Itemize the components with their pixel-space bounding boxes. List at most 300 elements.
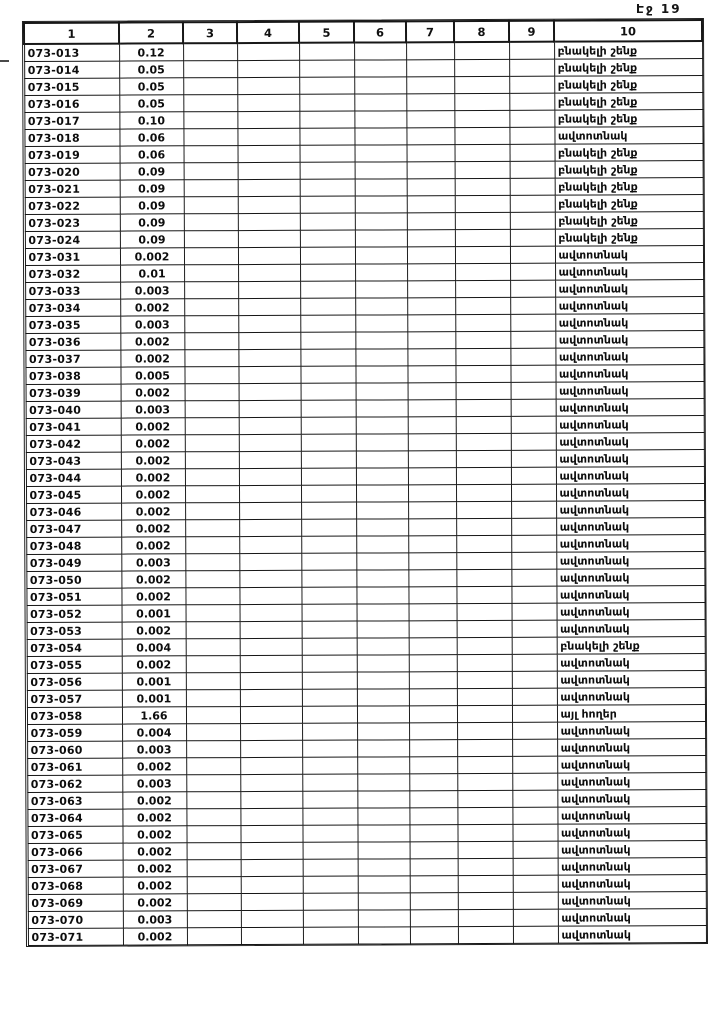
empty-cell <box>409 757 457 774</box>
parcel-id-cell: 073-050 <box>26 571 121 588</box>
empty-cell <box>456 484 511 501</box>
area-value-cell: 0.003 <box>120 282 184 299</box>
land-use-cell: ավտոտնակ <box>558 841 706 859</box>
area-value-cell: 0.002 <box>120 299 184 316</box>
land-use-cell: ավտոտնակ <box>555 365 703 383</box>
land-use-cell: ավտոտնակ <box>556 416 704 434</box>
empty-cell <box>184 333 238 350</box>
empty-cell <box>409 791 457 808</box>
empty-cell <box>513 875 558 892</box>
empty-cell <box>185 503 239 520</box>
empty-cell <box>183 43 237 61</box>
parcel-id-cell: 073-037 <box>25 350 120 367</box>
empty-cell <box>239 519 301 536</box>
empty-cell <box>455 246 510 263</box>
parcel-id-cell: 073-045 <box>26 486 121 503</box>
parcel-id-cell: 073-019 <box>25 146 120 163</box>
empty-cell <box>354 60 406 77</box>
empty-cell <box>240 621 302 638</box>
empty-cell <box>513 841 558 858</box>
land-use-cell: ավտոտնակ <box>557 603 705 621</box>
parcel-id-cell: 073-039 <box>26 384 121 401</box>
empty-cell <box>408 587 456 604</box>
empty-cell <box>184 350 238 367</box>
empty-cell <box>407 247 455 264</box>
empty-cell <box>357 757 409 774</box>
area-value-cell: 0.002 <box>120 333 184 350</box>
land-use-cell: բնակելի շենք <box>554 59 702 77</box>
area-value-cell: 0.002 <box>121 418 185 435</box>
empty-cell <box>456 586 511 603</box>
empty-cell <box>355 366 407 383</box>
area-value-cell: 0.003 <box>122 741 186 758</box>
empty-cell <box>456 518 511 535</box>
empty-cell <box>356 536 408 553</box>
empty-cell <box>409 740 457 757</box>
area-value-cell: 0.05 <box>119 78 183 95</box>
empty-cell <box>301 536 356 553</box>
empty-cell <box>355 332 407 349</box>
parcel-id-cell: 073-064 <box>27 809 122 826</box>
empty-cell <box>300 264 355 281</box>
empty-cell <box>238 162 300 179</box>
empty-cell <box>511 569 556 586</box>
empty-cell <box>354 77 406 94</box>
empty-cell <box>457 756 512 773</box>
area-value-cell: 0.005 <box>120 367 184 384</box>
empty-cell <box>409 808 457 825</box>
empty-cell <box>356 519 408 536</box>
empty-cell <box>409 638 457 655</box>
empty-cell <box>240 825 302 842</box>
empty-cell <box>356 553 408 570</box>
empty-cell <box>454 110 509 127</box>
empty-cell <box>510 246 555 263</box>
empty-cell <box>455 297 510 314</box>
parcel-id-cell: 073-058 <box>27 707 122 724</box>
empty-cell <box>512 722 557 739</box>
empty-cell <box>455 161 510 178</box>
empty-cell <box>456 569 511 586</box>
area-value-cell: 0.002 <box>121 435 185 452</box>
empty-cell <box>186 605 240 622</box>
empty-cell <box>510 297 555 314</box>
parcel-id-cell: 073-060 <box>27 741 122 758</box>
parcel-id-cell: 073-070 <box>28 911 123 928</box>
empty-cell <box>354 94 406 111</box>
empty-cell <box>406 94 454 111</box>
empty-cell <box>407 281 455 298</box>
area-value-cell: 0.002 <box>121 452 185 469</box>
empty-cell <box>408 570 456 587</box>
parcel-id-cell: 073-024 <box>25 231 120 248</box>
empty-cell <box>240 689 302 706</box>
area-value-cell: 0.003 <box>123 911 187 928</box>
column-header-8: 8 <box>454 21 509 42</box>
area-value-cell: 0.003 <box>121 554 185 571</box>
empty-cell <box>301 400 356 417</box>
empty-cell <box>301 570 356 587</box>
empty-cell <box>184 248 238 265</box>
parcel-id-cell: 073-041 <box>26 418 121 435</box>
empty-cell <box>407 213 455 230</box>
empty-cell <box>186 792 240 809</box>
empty-cell <box>409 689 457 706</box>
empty-cell <box>301 553 356 570</box>
empty-cell <box>454 76 509 93</box>
empty-cell <box>457 790 512 807</box>
area-value-cell: 0.05 <box>119 95 183 112</box>
empty-cell <box>509 93 554 110</box>
empty-cell <box>354 42 406 60</box>
empty-cell <box>355 315 407 332</box>
empty-cell <box>185 469 239 486</box>
area-value-cell: 0.002 <box>120 350 184 367</box>
empty-cell <box>456 399 511 416</box>
empty-cell <box>187 894 241 911</box>
area-value-cell: 0.001 <box>122 605 186 622</box>
parcel-id-cell: 073-065 <box>27 826 122 843</box>
empty-cell <box>239 417 301 434</box>
empty-cell <box>458 926 513 943</box>
land-use-cell: ավտոտնակ <box>557 671 705 689</box>
empty-cell <box>357 740 409 757</box>
land-use-cell: ավտոտնակ <box>557 790 705 808</box>
empty-cell <box>408 502 456 519</box>
area-value-cell: 0.002 <box>123 860 187 877</box>
empty-cell <box>299 77 354 94</box>
empty-cell <box>410 859 458 876</box>
empty-cell <box>407 264 455 281</box>
empty-cell <box>303 876 358 893</box>
empty-cell <box>357 604 409 621</box>
area-value-cell: 0.001 <box>122 690 186 707</box>
land-use-cell: ավտոտնակ <box>556 569 704 587</box>
empty-cell <box>237 43 299 61</box>
column-header-5: 5 <box>299 22 354 43</box>
column-header-4: 4 <box>237 22 299 43</box>
empty-cell <box>239 553 301 570</box>
empty-cell <box>299 111 354 128</box>
empty-cell <box>186 724 240 741</box>
parcel-id-cell: 073-023 <box>25 214 120 231</box>
land-use-cell: ավտոտնակ <box>557 773 705 791</box>
empty-cell <box>408 434 456 451</box>
land-use-cell: բնակելի շենք <box>555 161 703 179</box>
empty-cell <box>302 825 357 842</box>
empty-cell <box>240 723 302 740</box>
empty-cell <box>356 502 408 519</box>
empty-cell <box>301 417 356 434</box>
empty-cell <box>238 247 300 264</box>
area-value-cell: 1.66 <box>122 707 186 724</box>
empty-cell <box>237 111 299 128</box>
empty-cell <box>300 281 355 298</box>
table-row <box>28 926 706 946</box>
empty-cell <box>408 417 456 434</box>
empty-cell <box>406 42 454 60</box>
land-use-cell: ավտոտնակ <box>556 382 704 400</box>
empty-cell <box>302 604 357 621</box>
empty-cell <box>299 128 354 145</box>
empty-cell <box>355 162 407 179</box>
empty-cell <box>241 893 303 910</box>
empty-cell <box>354 128 406 145</box>
empty-cell <box>300 366 355 383</box>
land-use-cell: ավտոտնակ <box>557 756 705 774</box>
empty-cell <box>302 689 357 706</box>
area-value-cell: 0.002 <box>122 758 186 775</box>
empty-cell <box>408 468 456 485</box>
empty-cell <box>239 570 301 587</box>
empty-cell <box>510 263 555 280</box>
area-value-cell: 0.12 <box>119 43 183 61</box>
empty-cell <box>303 893 358 910</box>
empty-cell <box>302 791 357 808</box>
empty-cell <box>408 553 456 570</box>
empty-cell <box>184 214 238 231</box>
empty-cell <box>303 859 358 876</box>
empty-cell <box>240 791 302 808</box>
empty-cell <box>455 280 510 297</box>
empty-cell <box>183 112 237 129</box>
land-use-cell: ավտոտնակ <box>556 552 704 570</box>
empty-cell <box>186 775 240 792</box>
parcel-id-cell: 073-067 <box>28 860 123 877</box>
empty-cell <box>455 178 510 195</box>
parcel-id-cell: 073-069 <box>28 894 123 911</box>
empty-cell <box>302 655 357 672</box>
column-header-1: 1 <box>24 23 119 44</box>
column-header-10: 10 <box>554 20 702 42</box>
empty-cell <box>457 637 512 654</box>
area-value-cell: 0.003 <box>120 316 184 333</box>
empty-cell <box>299 94 354 111</box>
empty-cell <box>406 128 454 145</box>
land-use-cell: բնակելի շենք <box>555 178 703 196</box>
parcel-id-cell: 073-021 <box>25 180 120 197</box>
land-use-cell: բնակելի շենք <box>555 195 703 213</box>
empty-cell <box>185 452 239 469</box>
empty-cell <box>184 265 238 282</box>
empty-cell <box>510 212 555 229</box>
empty-cell <box>407 315 455 332</box>
empty-cell <box>184 180 238 197</box>
area-value-cell: 0.002 <box>121 588 185 605</box>
empty-cell <box>238 264 300 281</box>
empty-cell <box>458 841 513 858</box>
empty-cell <box>458 892 513 909</box>
parcel-id-cell: 073-033 <box>25 282 120 299</box>
empty-cell <box>511 535 556 552</box>
area-value-cell: 0.002 <box>123 843 187 860</box>
area-value-cell: 0.06 <box>119 129 183 146</box>
area-value-cell: 0.003 <box>121 401 185 418</box>
empty-cell <box>238 315 300 332</box>
empty-cell <box>241 876 303 893</box>
empty-cell <box>409 706 457 723</box>
land-use-cell: ավտոտնակ <box>558 858 706 876</box>
parcel-id-cell: 073-059 <box>27 724 122 741</box>
empty-cell <box>185 384 239 401</box>
empty-cell <box>185 418 239 435</box>
area-value-cell: 0.002 <box>121 469 185 486</box>
area-value-cell: 0.09 <box>120 197 184 214</box>
empty-cell <box>240 808 302 825</box>
area-value-cell: 0.002 <box>123 877 187 894</box>
empty-cell <box>409 621 457 638</box>
land-use-cell: ավտոտնակ <box>556 586 704 604</box>
empty-cell <box>455 365 510 382</box>
land-use-cell: ավտոտնակ <box>555 246 703 264</box>
empty-cell <box>407 332 455 349</box>
empty-cell <box>241 910 303 927</box>
empty-cell <box>356 400 408 417</box>
empty-cell <box>237 77 299 94</box>
empty-cell <box>512 654 557 671</box>
empty-cell <box>409 723 457 740</box>
empty-cell <box>455 263 510 280</box>
empty-cell <box>512 807 557 824</box>
empty-cell <box>301 451 356 468</box>
empty-cell <box>510 348 555 365</box>
empty-cell <box>357 825 409 842</box>
empty-cell <box>410 893 458 910</box>
empty-cell <box>456 433 511 450</box>
empty-cell <box>358 842 410 859</box>
empty-cell <box>239 502 301 519</box>
empty-cell <box>457 824 512 841</box>
empty-cell <box>184 231 238 248</box>
empty-cell <box>239 536 301 553</box>
empty-cell <box>509 42 554 60</box>
empty-cell <box>184 367 238 384</box>
empty-cell <box>455 212 510 229</box>
parcel-id-cell: 073-049 <box>26 554 121 571</box>
area-value-cell: 0.002 <box>121 537 185 554</box>
empty-cell <box>187 911 241 928</box>
empty-cell <box>184 197 238 214</box>
empty-cell <box>408 519 456 536</box>
area-value-cell: 0.002 <box>123 928 187 945</box>
empty-cell <box>355 247 407 264</box>
land-use-cell: բնակելի շենք <box>555 229 703 247</box>
empty-cell <box>511 416 556 433</box>
land-use-cell: բնակելի շենք <box>554 110 702 128</box>
empty-cell <box>509 127 554 144</box>
land-use-cell: ավտոտնակ <box>554 127 702 145</box>
empty-cell <box>238 145 300 162</box>
parcel-id-cell: 073-063 <box>27 792 122 809</box>
empty-cell <box>241 842 303 859</box>
empty-cell <box>458 858 513 875</box>
empty-cell <box>239 400 301 417</box>
parcel-id-cell: 073-071 <box>28 928 123 945</box>
parcel-id-cell: 073-014 <box>24 61 119 78</box>
empty-cell <box>456 501 511 518</box>
cadastre-table <box>23 19 707 946</box>
area-value-cell: 0.001 <box>122 673 186 690</box>
empty-cell <box>184 282 238 299</box>
empty-cell <box>302 774 357 791</box>
parcel-id-cell: 073-053 <box>27 622 122 639</box>
page-number-label: Էջ 19 <box>636 2 682 16</box>
empty-cell <box>186 690 240 707</box>
parcel-id-cell: 073-040 <box>26 401 121 418</box>
empty-cell <box>511 518 556 535</box>
empty-cell <box>357 655 409 672</box>
empty-cell <box>184 316 238 333</box>
empty-cell <box>183 61 237 78</box>
empty-cell <box>239 587 301 604</box>
empty-cell <box>407 162 455 179</box>
empty-cell <box>456 552 511 569</box>
empty-cell <box>407 366 455 383</box>
empty-cell <box>409 604 457 621</box>
land-use-cell: ավտոտնակ <box>555 263 703 281</box>
empty-cell <box>512 824 557 841</box>
empty-cell <box>407 230 455 247</box>
land-use-cell: այլ հողեր <box>557 705 705 723</box>
empty-cell <box>455 229 510 246</box>
parcel-id-cell: 073-055 <box>27 656 122 673</box>
empty-cell <box>455 314 510 331</box>
empty-cell <box>512 671 557 688</box>
empty-cell <box>457 620 512 637</box>
empty-cell <box>239 383 301 400</box>
empty-cell <box>410 927 458 944</box>
land-use-cell: ավտոտնակ <box>555 314 703 332</box>
land-use-cell: ավտոտնակ <box>556 484 704 502</box>
empty-cell <box>355 349 407 366</box>
empty-cell <box>186 741 240 758</box>
empty-cell <box>238 349 300 366</box>
empty-cell <box>511 399 556 416</box>
empty-cell <box>238 366 300 383</box>
empty-cell <box>512 739 557 756</box>
empty-cell <box>410 842 458 859</box>
land-use-cell: ավտոտնակ <box>555 297 703 315</box>
empty-cell <box>356 570 408 587</box>
empty-cell <box>510 229 555 246</box>
area-value-cell: 0.003 <box>122 775 186 792</box>
empty-cell <box>300 247 355 264</box>
empty-cell <box>301 434 356 451</box>
empty-cell <box>300 349 355 366</box>
empty-cell <box>407 179 455 196</box>
empty-cell <box>301 485 356 502</box>
empty-cell <box>240 757 302 774</box>
empty-cell <box>355 281 407 298</box>
column-header-7: 7 <box>406 21 454 42</box>
empty-cell <box>185 401 239 418</box>
empty-cell <box>511 484 556 501</box>
empty-cell <box>183 95 237 112</box>
empty-cell <box>512 756 557 773</box>
empty-cell <box>238 179 300 196</box>
land-use-cell: ավտոտնակ <box>558 875 706 893</box>
empty-cell <box>301 468 356 485</box>
empty-cell <box>509 76 554 93</box>
parcel-id-cell: 073-018 <box>24 129 119 146</box>
empty-cell <box>240 740 302 757</box>
empty-cell <box>356 451 408 468</box>
area-value-cell: 0.002 <box>120 248 184 265</box>
empty-cell <box>185 554 239 571</box>
empty-cell <box>185 588 239 605</box>
empty-cell <box>184 163 238 180</box>
empty-cell <box>301 502 356 519</box>
